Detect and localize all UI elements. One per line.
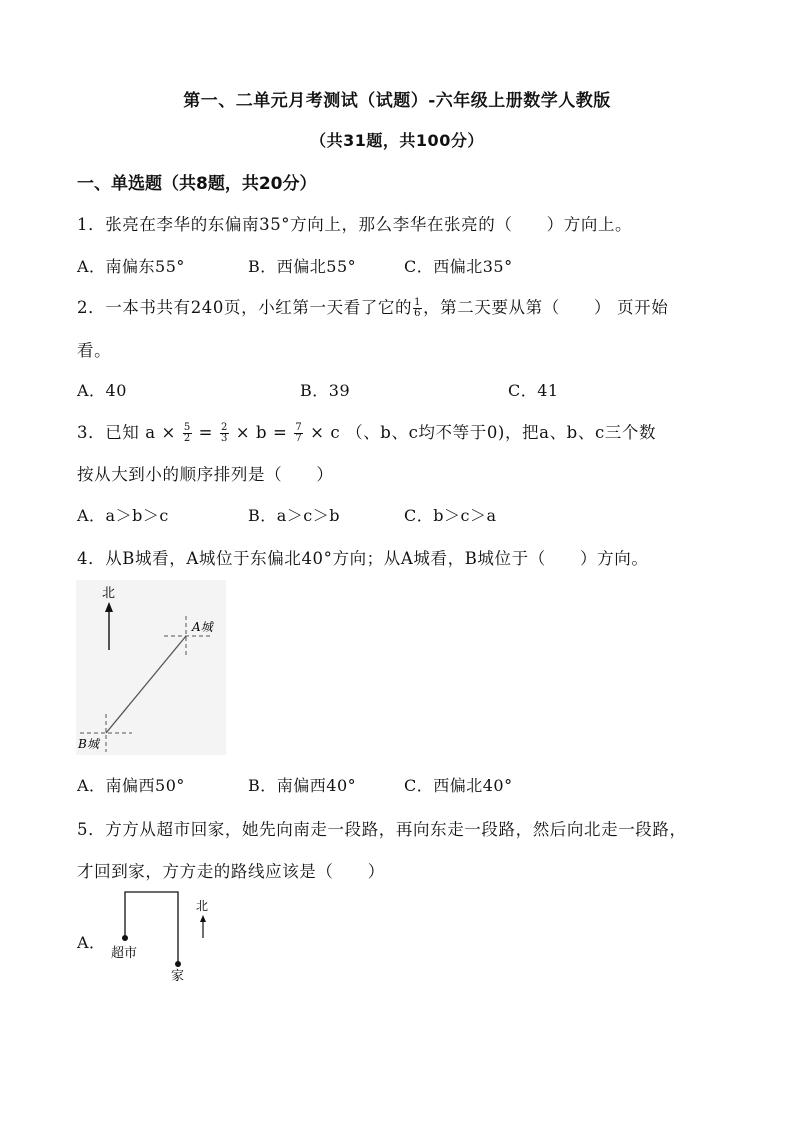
question-3-part-3: × b = (235, 423, 288, 442)
question-4-option-b: B．南偏西40° (248, 776, 357, 795)
b-city-label: B城 (78, 737, 99, 751)
question-1-option-a: A．南偏东55° (77, 257, 185, 276)
question-5-option-a-diagram (105, 890, 225, 985)
question-3-fraction-3 (294, 423, 303, 444)
question-2-option-a: A．40 (77, 381, 127, 400)
question-3-fraction-2 (220, 423, 229, 444)
page-title: 第一、二单元月考测试（试题）-六年级上册数学人教版 (183, 91, 611, 111)
question-3-text (77, 419, 656, 444)
fraction-numerator: 2 (220, 422, 228, 433)
home-label: 家 (171, 969, 185, 984)
fraction-numerator: 5 (183, 422, 191, 433)
question-1-option-b: B．西偏北55° (248, 257, 357, 276)
question-4-text: 4．从B城看，A城位于东偏北40°方向；从A城看，B城位于（ ）方向。 (77, 549, 649, 568)
question-5-text-line2: 才回到家，方方走的路线应该是（ ） (77, 862, 385, 881)
question-2-text-before: 2．一本书共有240页，小红第一天看了它的 (77, 298, 413, 317)
section-heading: 一、单选题（共8题，共20分） (77, 174, 317, 194)
question-3-option-b: B．a＞c＞b (248, 506, 341, 525)
fraction-denominator: 7 (295, 433, 303, 444)
question-3-part-4: × c （、b、c均不等于0)，把a、b、c三个数 (310, 423, 657, 442)
fraction-denominator: 3 (220, 433, 228, 444)
north-label: 北 (196, 899, 209, 913)
question-4-option-c: C．西偏北40° (404, 776, 513, 795)
fraction-numerator: 7 (295, 422, 303, 433)
question-2-option-b: B．39 (300, 381, 351, 400)
question-1-text: 1．张亮在李华的东偏南35°方向上，那么李华在张亮的（ ）方向上。 (77, 215, 633, 234)
diagram-background (76, 580, 226, 755)
page-subtitle: （共31题，共100分） (310, 131, 484, 150)
question-3-option-c: C．b＞c＞a (404, 506, 497, 525)
fraction-numerator: 1 (414, 297, 422, 308)
question-5-option-a-label: A． (77, 933, 106, 952)
question-2-text-line2: 看。 (77, 341, 112, 360)
question-4-diagram (76, 580, 226, 755)
question-3-option-a: A．a＞b＞c (77, 506, 169, 525)
fraction-denominator: 2 (183, 433, 191, 444)
question-3-part-1: 3．已知 a × (77, 423, 176, 442)
question-2-text-after: ，第二天要从第（ ） 页开始 (423, 298, 669, 317)
question-2-option-c: C．41 (508, 381, 559, 400)
north-arrow-head (200, 915, 206, 922)
supermarket-label: 超市 (111, 946, 138, 961)
question-3-text-line2: 按从大到小的顺序排列是（ ） (77, 465, 334, 484)
home-point (175, 961, 181, 967)
supermarket-point (122, 935, 128, 941)
a-city-label: A城 (192, 620, 213, 634)
question-3-fraction-1 (183, 423, 192, 444)
question-3-part-2: = (198, 423, 214, 442)
question-2-fraction (413, 298, 422, 319)
question-5-text: 5．方方从超市回家，她先向南走一段路，再向东走一段路，然后向北走一段路， (77, 820, 687, 839)
question-2-text (77, 294, 668, 319)
north-label: 北 (102, 586, 116, 601)
question-4-option-a: A．南偏西50° (77, 776, 185, 795)
question-1-option-c: C．西偏北35° (404, 257, 513, 276)
fraction-denominator: 6 (414, 308, 422, 319)
